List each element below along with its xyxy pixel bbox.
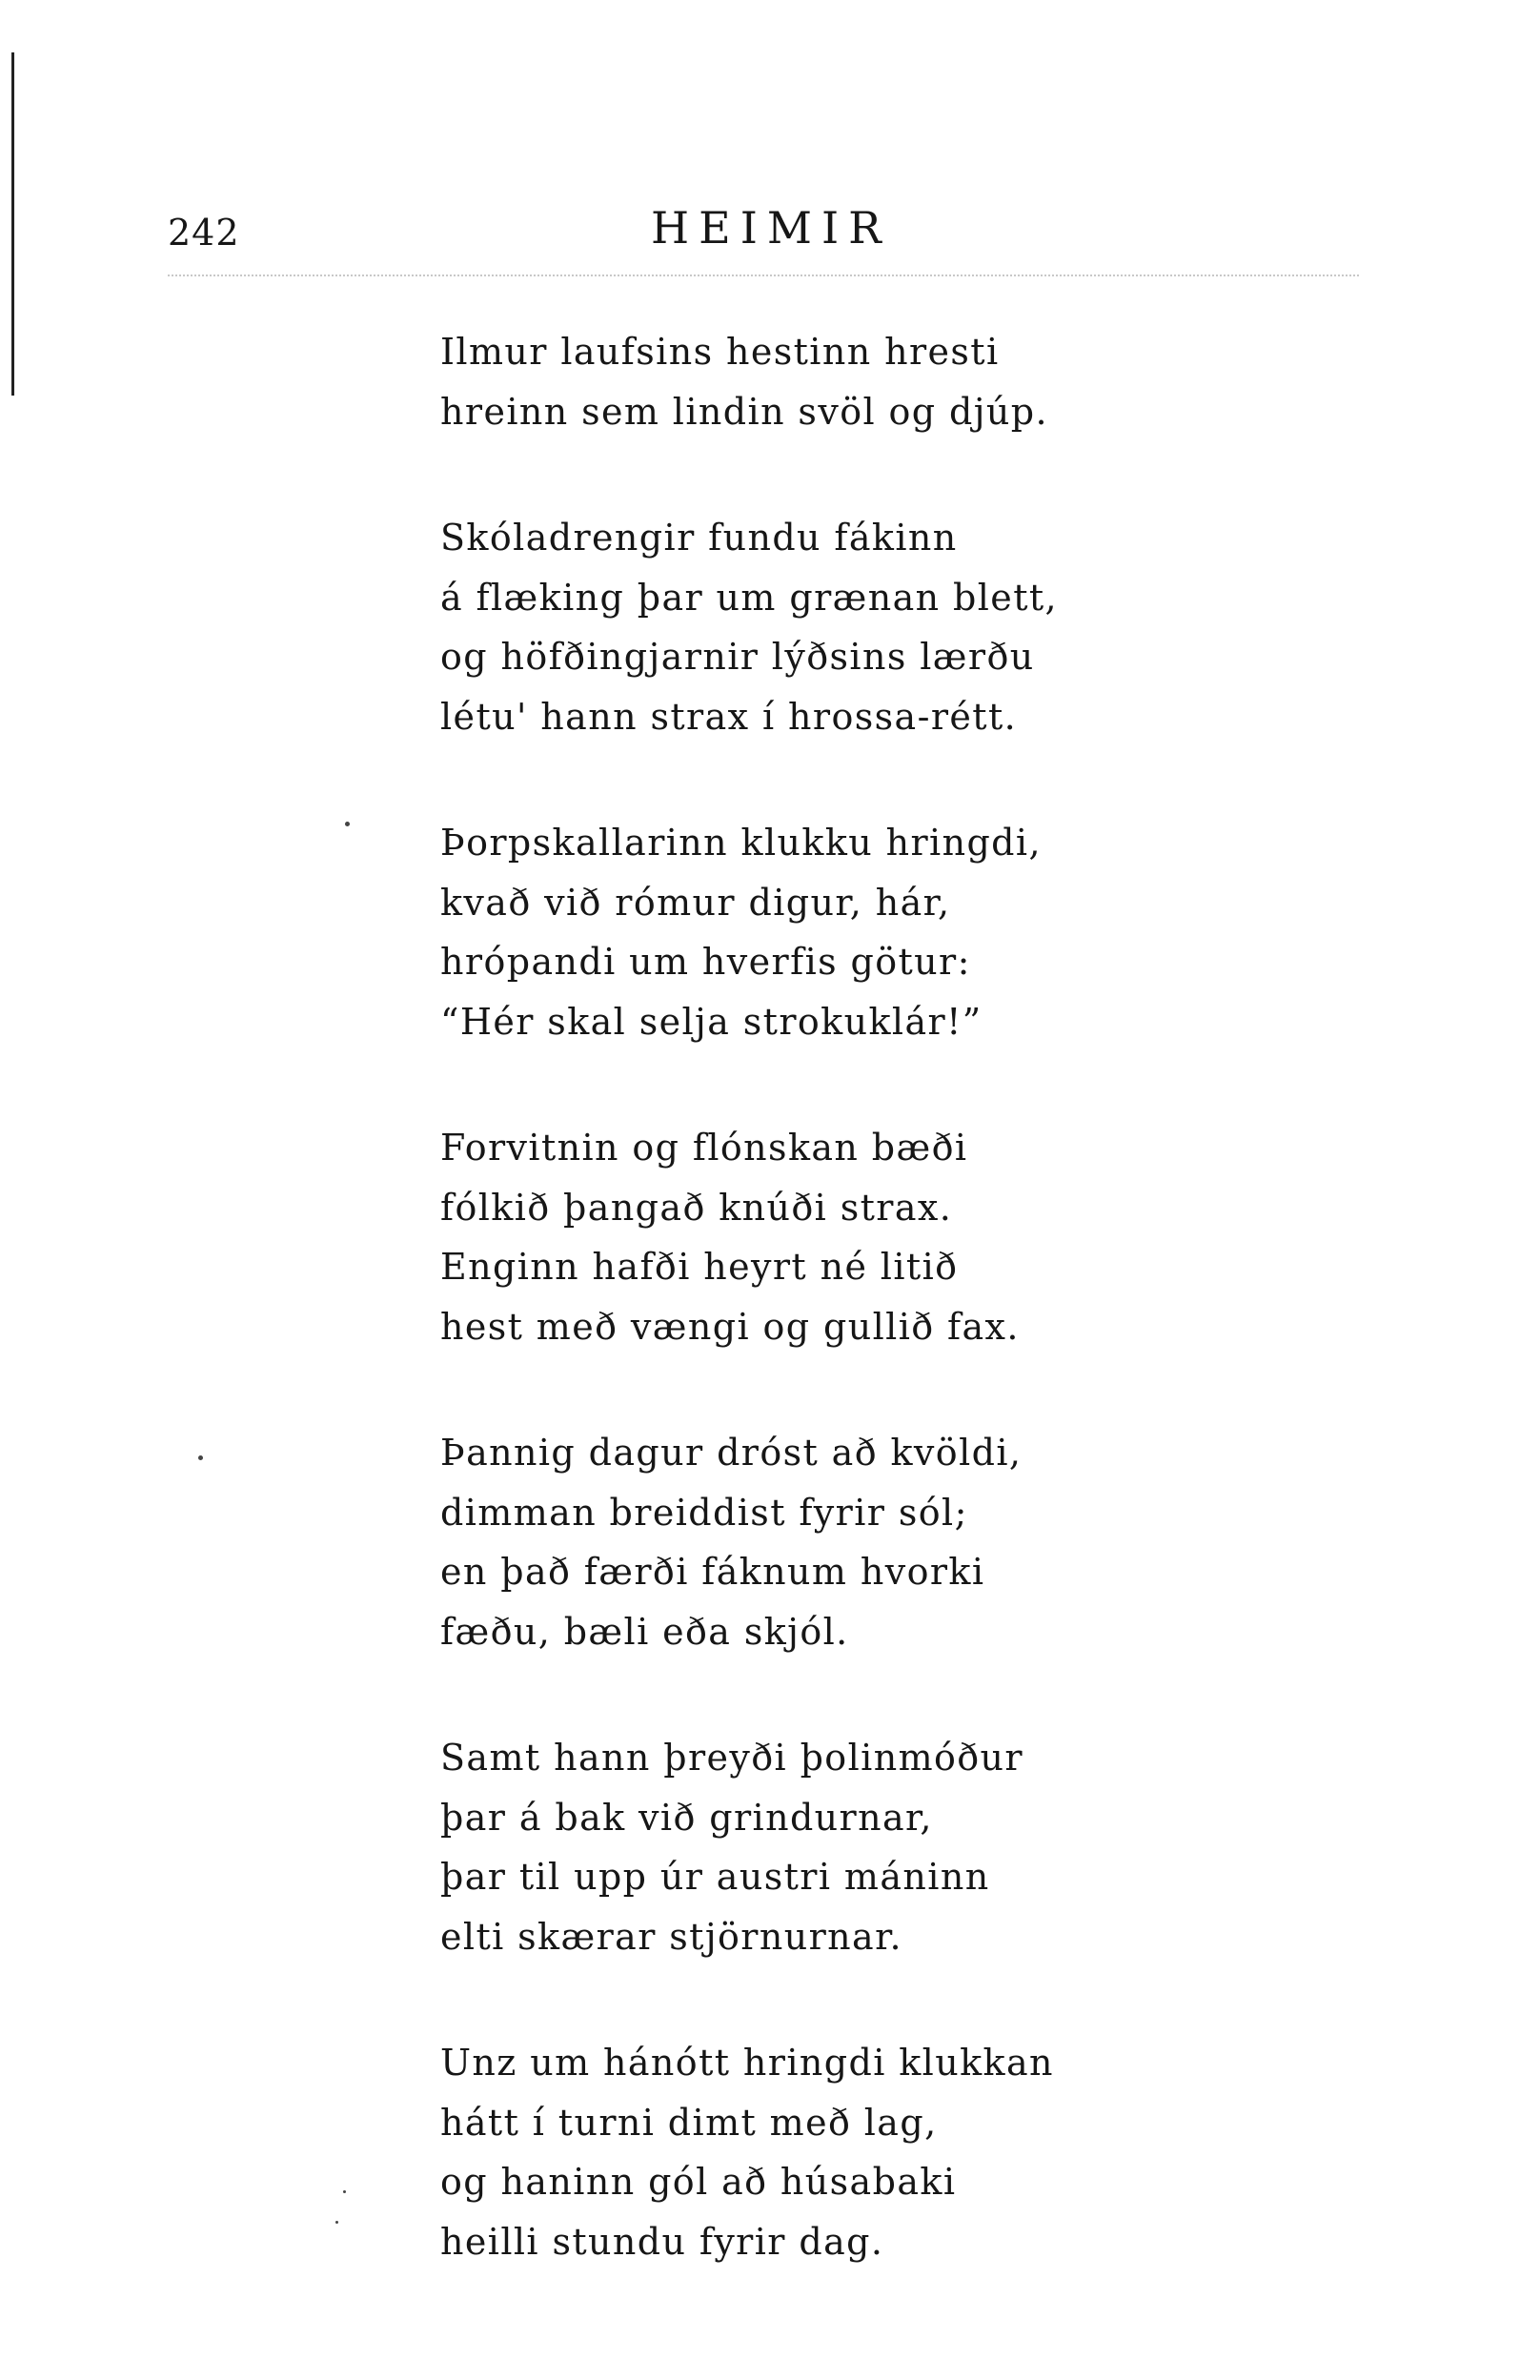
poem-line: hrópandi um hverfis götur: (440, 941, 971, 983)
poem-line: Unz um hánótt hringdi klukkan (440, 2042, 1054, 2084)
poem-line: Enginn hafði heyrt né litið (440, 1246, 959, 1288)
poem-line: heilli stundu fyrir dag. (440, 2220, 884, 2263)
stanza-1 (440, 322, 1393, 441)
poem-line: hátt í turni dimt með lag, (440, 2101, 938, 2144)
poem-line: og haninn gól að húsabaki (440, 2161, 957, 2203)
poem-line: Ilmur laufsins hestinn hresti (440, 331, 1000, 373)
stanza-6 (440, 1728, 1393, 1966)
running-head-title: HEIMIR (651, 202, 891, 254)
stanza-3 (440, 813, 1393, 1051)
page-number: 242 (168, 212, 240, 254)
poem-line: en það færði fáknum hvorki (440, 1551, 985, 1593)
poem-line: elti skærar stjörnurnar. (440, 1915, 902, 1958)
poem-line: Forvitnin og flónskan bæði (440, 1127, 968, 1169)
poem-line: Þorpskallarinn klukku hringdi, (440, 822, 1042, 864)
poem-line: fólkið þangað knúði strax. (440, 1186, 953, 1229)
poem-line: Þannig dagur dróst að kvöldi, (440, 1432, 1023, 1474)
scan-speck (343, 2190, 346, 2193)
poem-line: hest með vængi og gullið fax. (440, 1305, 1020, 1348)
poem-line: Skóladrengir fundu fákinn (440, 517, 958, 559)
poem-line: fæðu, bæli eða skjól. (440, 1610, 849, 1653)
scan-edge-rule (11, 52, 14, 396)
stanza-4 (440, 1118, 1393, 1356)
poem-line: þar til upp úr austri máninn (440, 1856, 990, 1898)
poem-line: kvað við rómur digur, hár, (440, 881, 951, 924)
scan-speck (335, 2221, 338, 2224)
header-divider (168, 275, 1359, 276)
poem-line: og höfðingjarnir lýðsins lærðu (440, 636, 1035, 678)
poem-line: þar á bak við grindurnar, (440, 1796, 933, 1839)
poem-line: Samt hann þreyði þolinmóður (440, 1737, 1023, 1779)
poem-line: dimman breiddist fyrir sól; (440, 1491, 968, 1534)
stanza-5 (440, 1423, 1393, 1661)
poem-line: “Hér skal selja strokuklár!” (440, 1000, 983, 1043)
stanza-2 (440, 508, 1393, 746)
scan-speck (198, 1455, 203, 1460)
scan-speck (345, 822, 350, 826)
poem-line: hreinn sem lindin svöl og djúp. (440, 390, 1048, 433)
poem (440, 322, 1393, 2338)
poem-line: á flæking þar um grænan blett, (440, 576, 1059, 619)
stanza-7 (440, 2033, 1393, 2271)
poem-line: létu' hann strax í hrossa-rétt. (440, 695, 1018, 738)
